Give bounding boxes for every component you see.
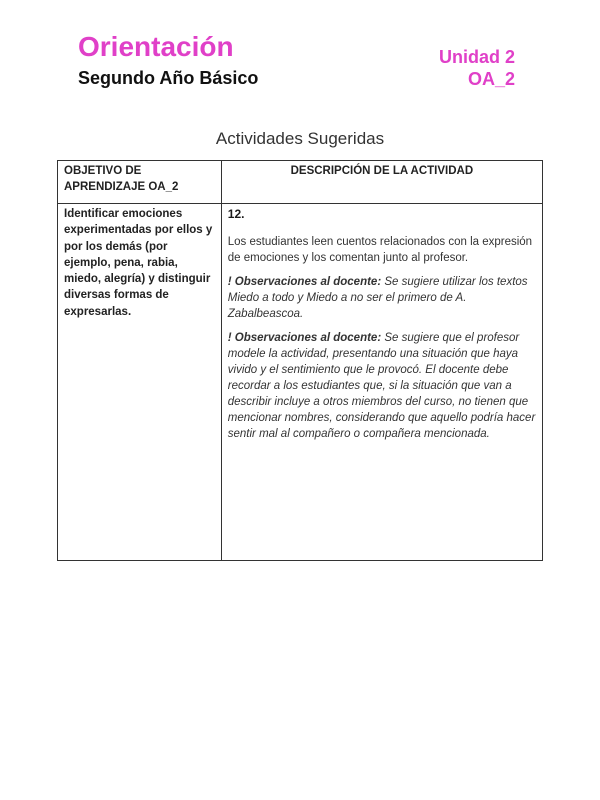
activity-table xyxy=(57,160,543,561)
teacher-observation-1 xyxy=(228,274,536,322)
teacher-observation-2 xyxy=(228,330,536,442)
table-header-row xyxy=(58,161,543,204)
unit-label: Unidad 2 xyxy=(438,47,515,67)
observation-label: ! Observaciones al docente: xyxy=(227,332,382,344)
observation-text: Se sugiere que el profesor modele la actividad, presentando una situación que haya vivido y el sentimiento que le provocó. El docente debe recordar a los estudiantes que, si la situación que van a describir incluye a otros miembros del curso, no tienen que mencionar nombres, considerando que aquello podría hacer sentir mal al compañero o compañera mencionada. xyxy=(227,332,536,440)
header-description: DESCRIPCIÓN DE LA ACTIVIDAD xyxy=(221,161,542,204)
oa-code: OA_2 xyxy=(467,69,515,89)
section-title: Actividades Sugeridas xyxy=(215,129,385,148)
observation-text: Se sugiere utilizar los textos Miedo a todo y Miedo a no ser el primero de A. Zabalbeascoa. xyxy=(227,276,528,320)
activity-description: Los estudiantes leen cuentos relacionados con la expresión de emociones y los comentan junto al profesor. xyxy=(227,236,533,264)
grade-level: Segundo Año Básico xyxy=(78,68,259,88)
subject-title: Orientación xyxy=(78,31,234,62)
header-objective: OBJETIVO DE APRENDIZAJE OA_2 xyxy=(58,161,222,204)
table-row xyxy=(58,204,543,561)
objective-text: Identificar emociones experimentadas por ellos y por los demás (por ejemplo, pena, rabia, miedo, alegría) y distinguir diversas formas de expresarlas. xyxy=(64,208,213,318)
activity-number: 12. xyxy=(227,207,245,221)
activity-cell xyxy=(221,204,542,561)
objective-cell xyxy=(58,204,222,561)
observation-label: ! Observaciones al docente: xyxy=(227,276,382,288)
